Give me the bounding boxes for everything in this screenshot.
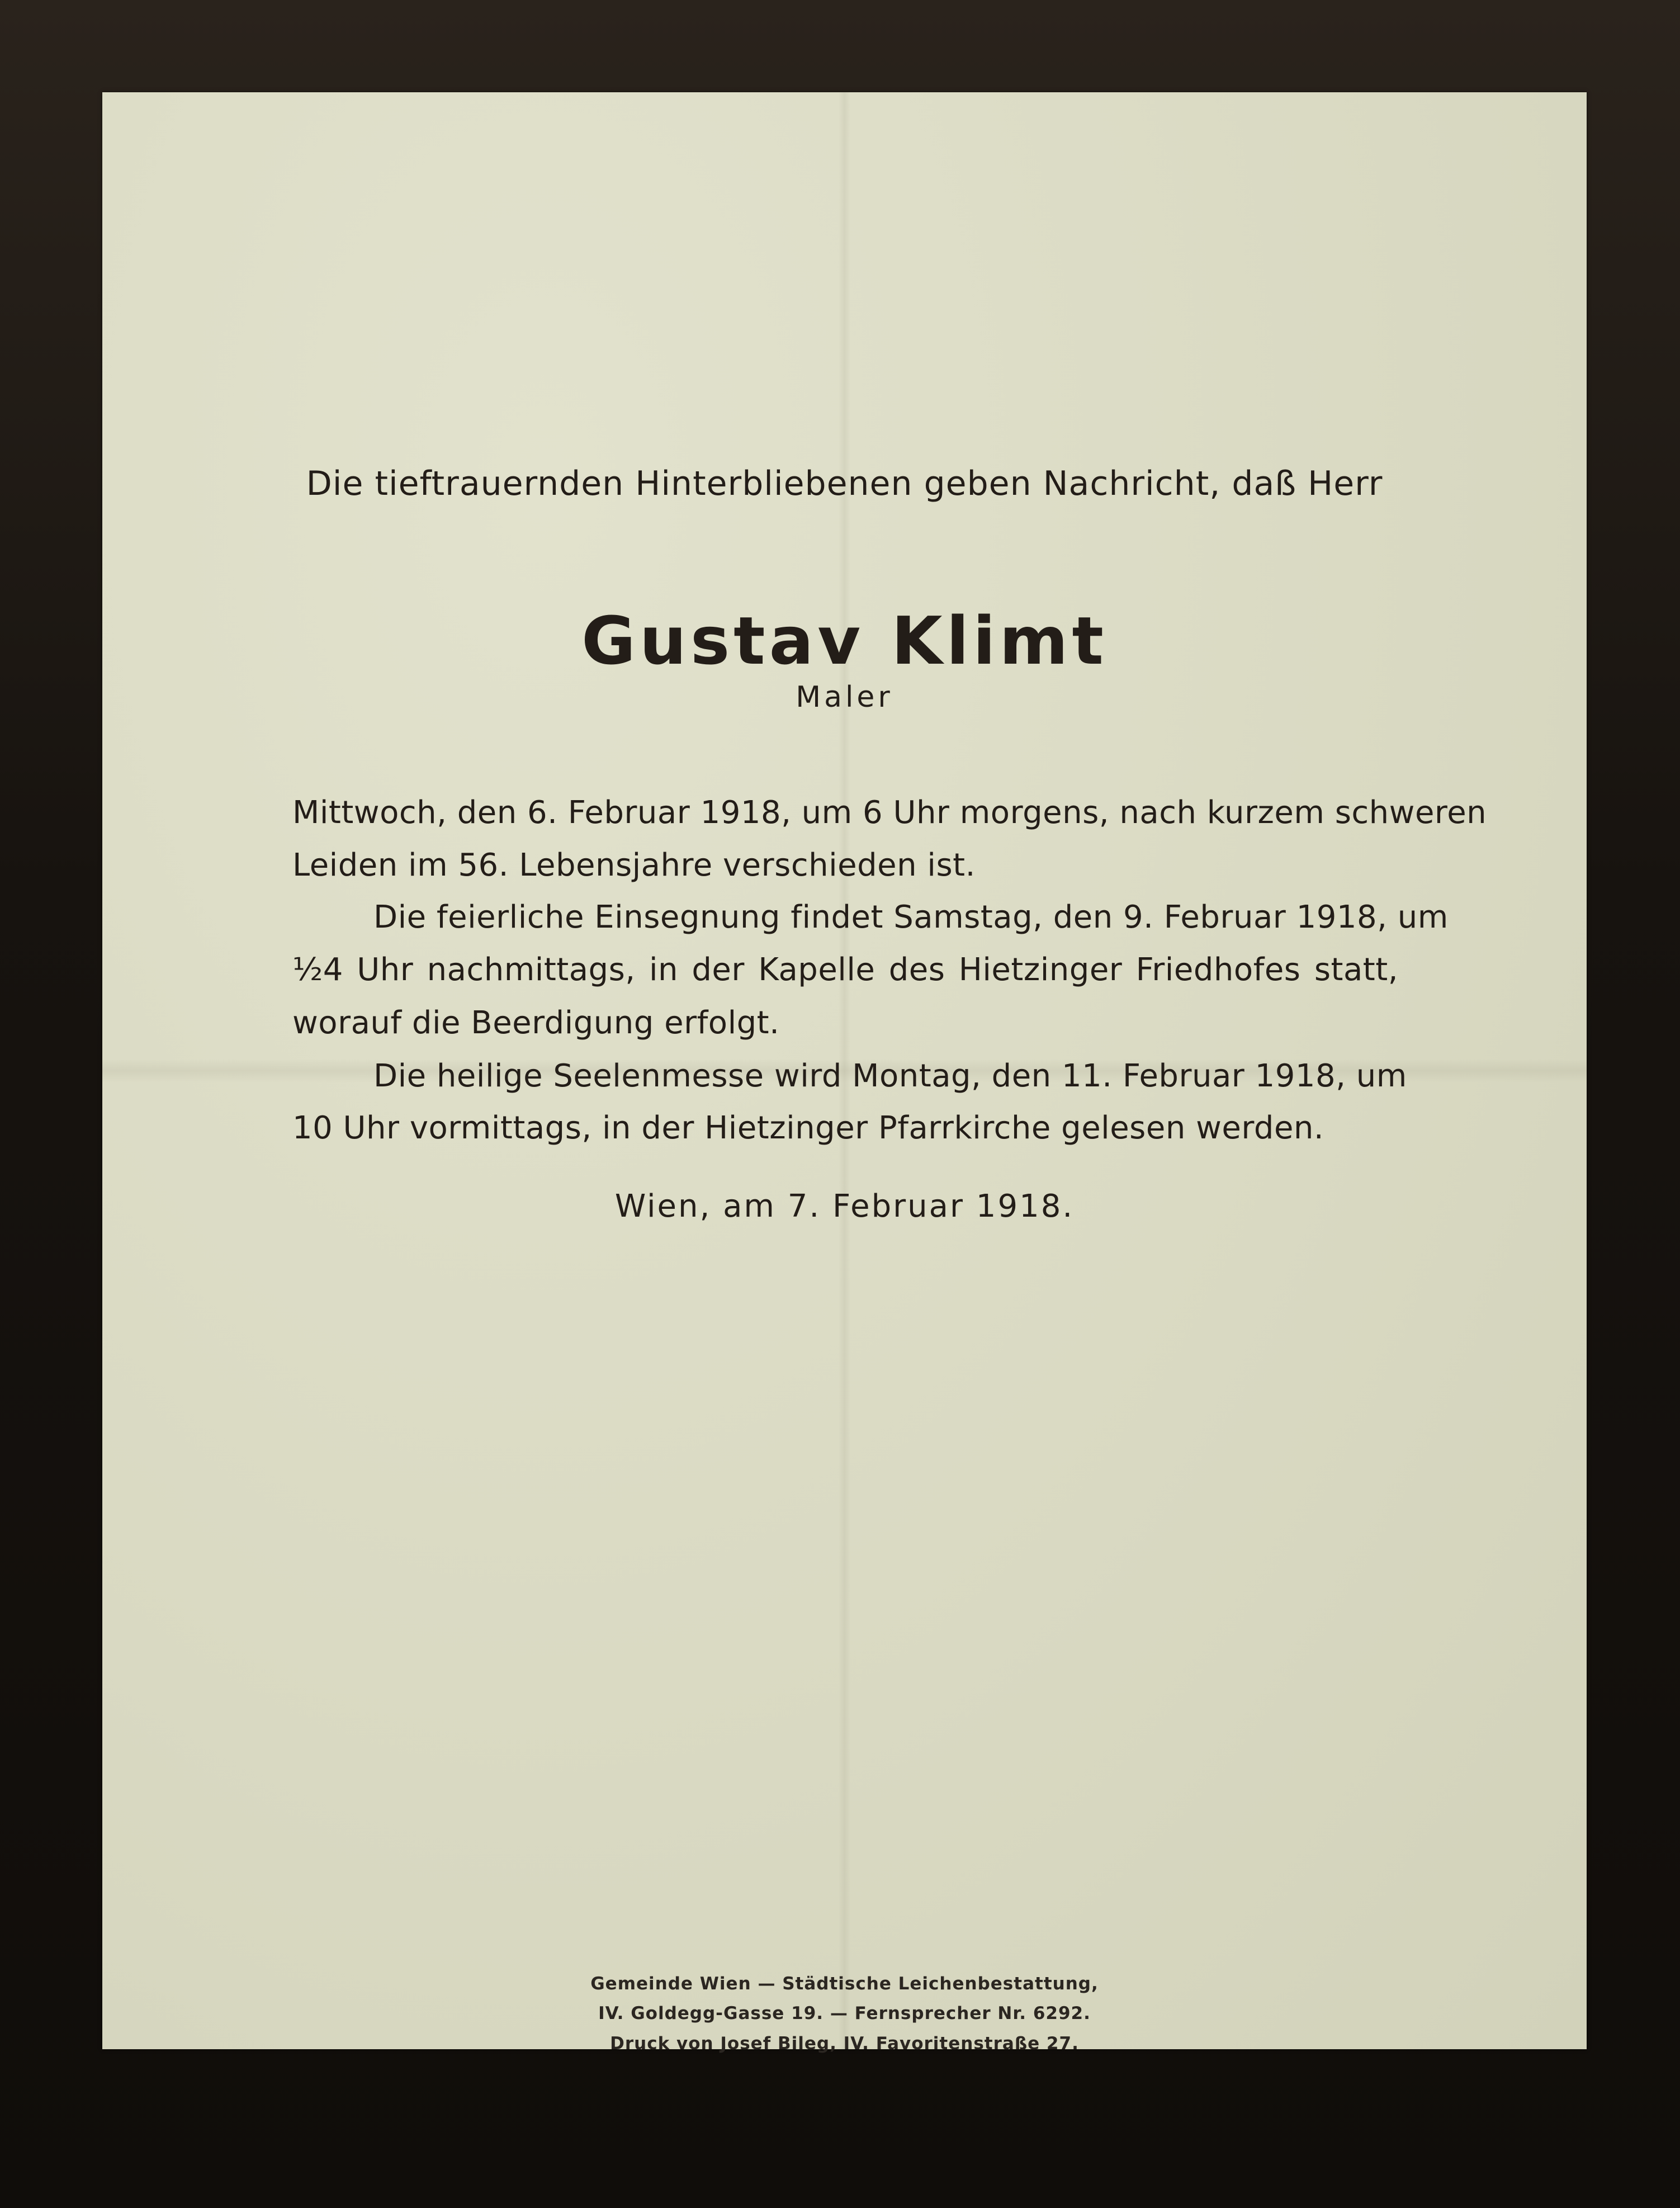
death-notice-sheet [102, 92, 1587, 2054]
body-line: ½4 Uhr nachmittags, in der Kapelle des Hietzinger Friedhofes statt, [292, 952, 1398, 988]
dateline: Wien, am 7. Februar 1918. [614, 1188, 1075, 1224]
body-line: Mittwoch, den 6. Februar 1918, um 6 Uhr morgens, nach kurzem schweren [292, 795, 1487, 831]
notice-intro: Die tieftrauernden Hinterbliebenen geben Nachricht, daß Herr [306, 464, 1383, 503]
body-line: 10 Uhr vormittags, in der Hietzinger Pfarrkirche gelesen werden. [292, 1110, 1324, 1146]
body-line: Die heilige Seelenmesse wird Montag, den 11. Februar 1918, um [373, 1058, 1407, 1094]
printer-footer-line: IV. Goldegg-Gasse 19. — Fernsprecher Nr. 6292. [598, 2003, 1091, 2023]
deceased-profession: Maler [796, 680, 893, 714]
body-line: worauf die Beerdigung erfolgt. [292, 1005, 780, 1041]
body-line: Leiden im 56. Lebensjahre verschieden ist. [292, 847, 976, 883]
deceased-name: Gustav Klimt [581, 602, 1108, 679]
printer-footer-line: Gemeinde Wien — Städtische Leichenbestattung, [590, 1974, 1099, 1994]
body-line: Die feierliche Einsegnung findet Samstag, den 9. Februar 1918, um [373, 899, 1449, 935]
printer-footer-line: Druck von Josef Bileg, IV. Favoritenstraße 27. [610, 2034, 1079, 2054]
